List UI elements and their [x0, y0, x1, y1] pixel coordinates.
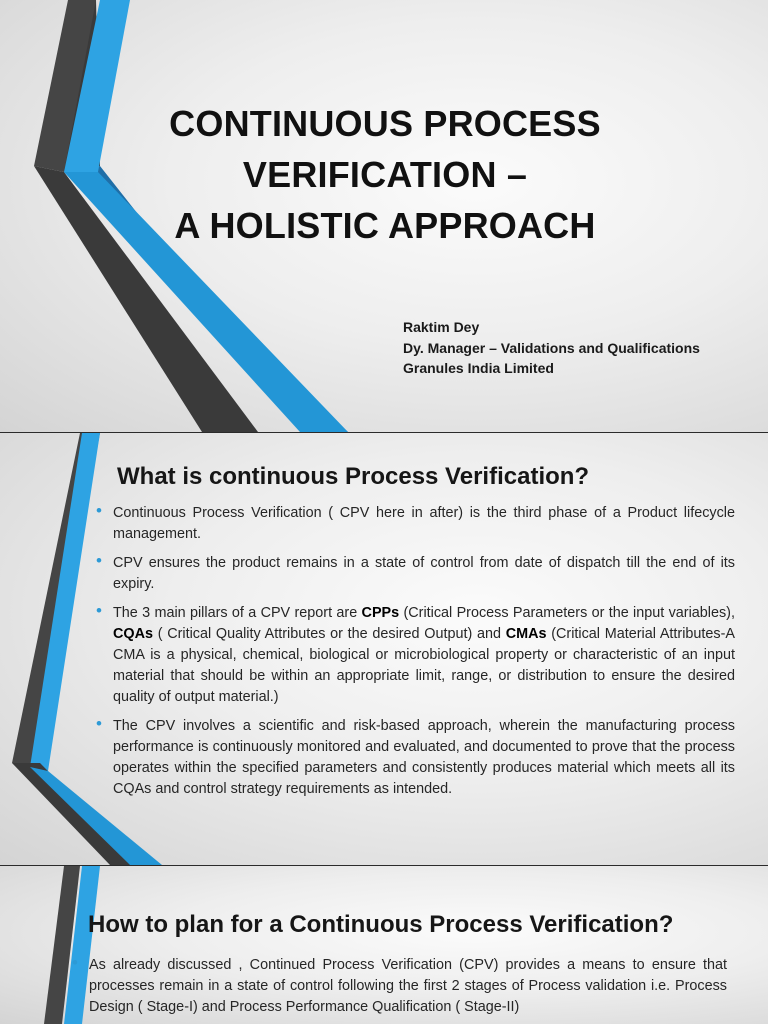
bullet-item: • Continuous Process Verification ( CPV here in after) is the third phase of a Product lifecycle management.: [113, 503, 735, 545]
title-line-3: A HOLISTIC APPROACH: [174, 205, 596, 246]
bullet-item: • The CPV involves a scientific and risk-based approach, wherein the manufacturing process performance is continuously monitored and evaluated, and documented to prove that the process operates within the specified parameters and consistently produces material which meets all its CQAs and control strategy requirements as intended.: [113, 716, 735, 800]
author-name: Raktim Dey: [403, 319, 480, 335]
bullet-item: • As already discussed , Continued Process Verification (CPV) provides a means to ensure that processes remain in a state of control following the first 2 stages of Process validation i.e. Process Design ( Stage-I) and Process Performance Qualification ( Stage-II): [89, 955, 727, 1018]
slide-heading: What is continuous Process Verification?: [117, 463, 590, 490]
bullet-list: [113, 503, 735, 808]
slide-title: [120, 98, 650, 251]
term-cpps: CPPs: [361, 605, 400, 621]
content-slide-how-to-plan: [0, 866, 768, 1024]
slide-heading: How to plan for a Continuous Process Verification?: [88, 911, 674, 938]
term-cqas: CQAs: [113, 626, 153, 642]
title-line-1: CONTINUOUS PROCESS: [169, 103, 601, 144]
author-position: Dy. Manager – Validations and Qualifications: [403, 339, 700, 356]
bullet-text: The 3 main pillars of a CPV report are: [113, 605, 362, 621]
bullet-item: [113, 603, 735, 708]
bullet-text: ( Critical Quality Attributes or the desired Output) and: [152, 626, 506, 642]
bullet-item: • CPV ensures the product remains in a state of control from date of dispatch till the end of its expiry.: [113, 553, 735, 595]
content-slide-what-is-cpv: [0, 433, 768, 865]
bullet-list: [89, 955, 727, 1024]
bullet-text: (Critical Process Parameters or the input variables),: [399, 605, 735, 621]
author-company: Granules India Limited: [403, 360, 554, 376]
blue-band-upper: [30, 433, 100, 771]
bullet-text: (Critical Material Attributes-A CMA is a physical, chemical, biological or microbiological property or characteristic of an input material that should be within an appropriate limit, range, or distribution to ensure the desired quality of output material.): [113, 626, 736, 705]
term-cmas: CMAs: [505, 626, 547, 642]
title-slide: [0, 0, 768, 432]
author-block: [403, 317, 700, 379]
title-line-2: VERIFICATION –: [242, 154, 528, 195]
